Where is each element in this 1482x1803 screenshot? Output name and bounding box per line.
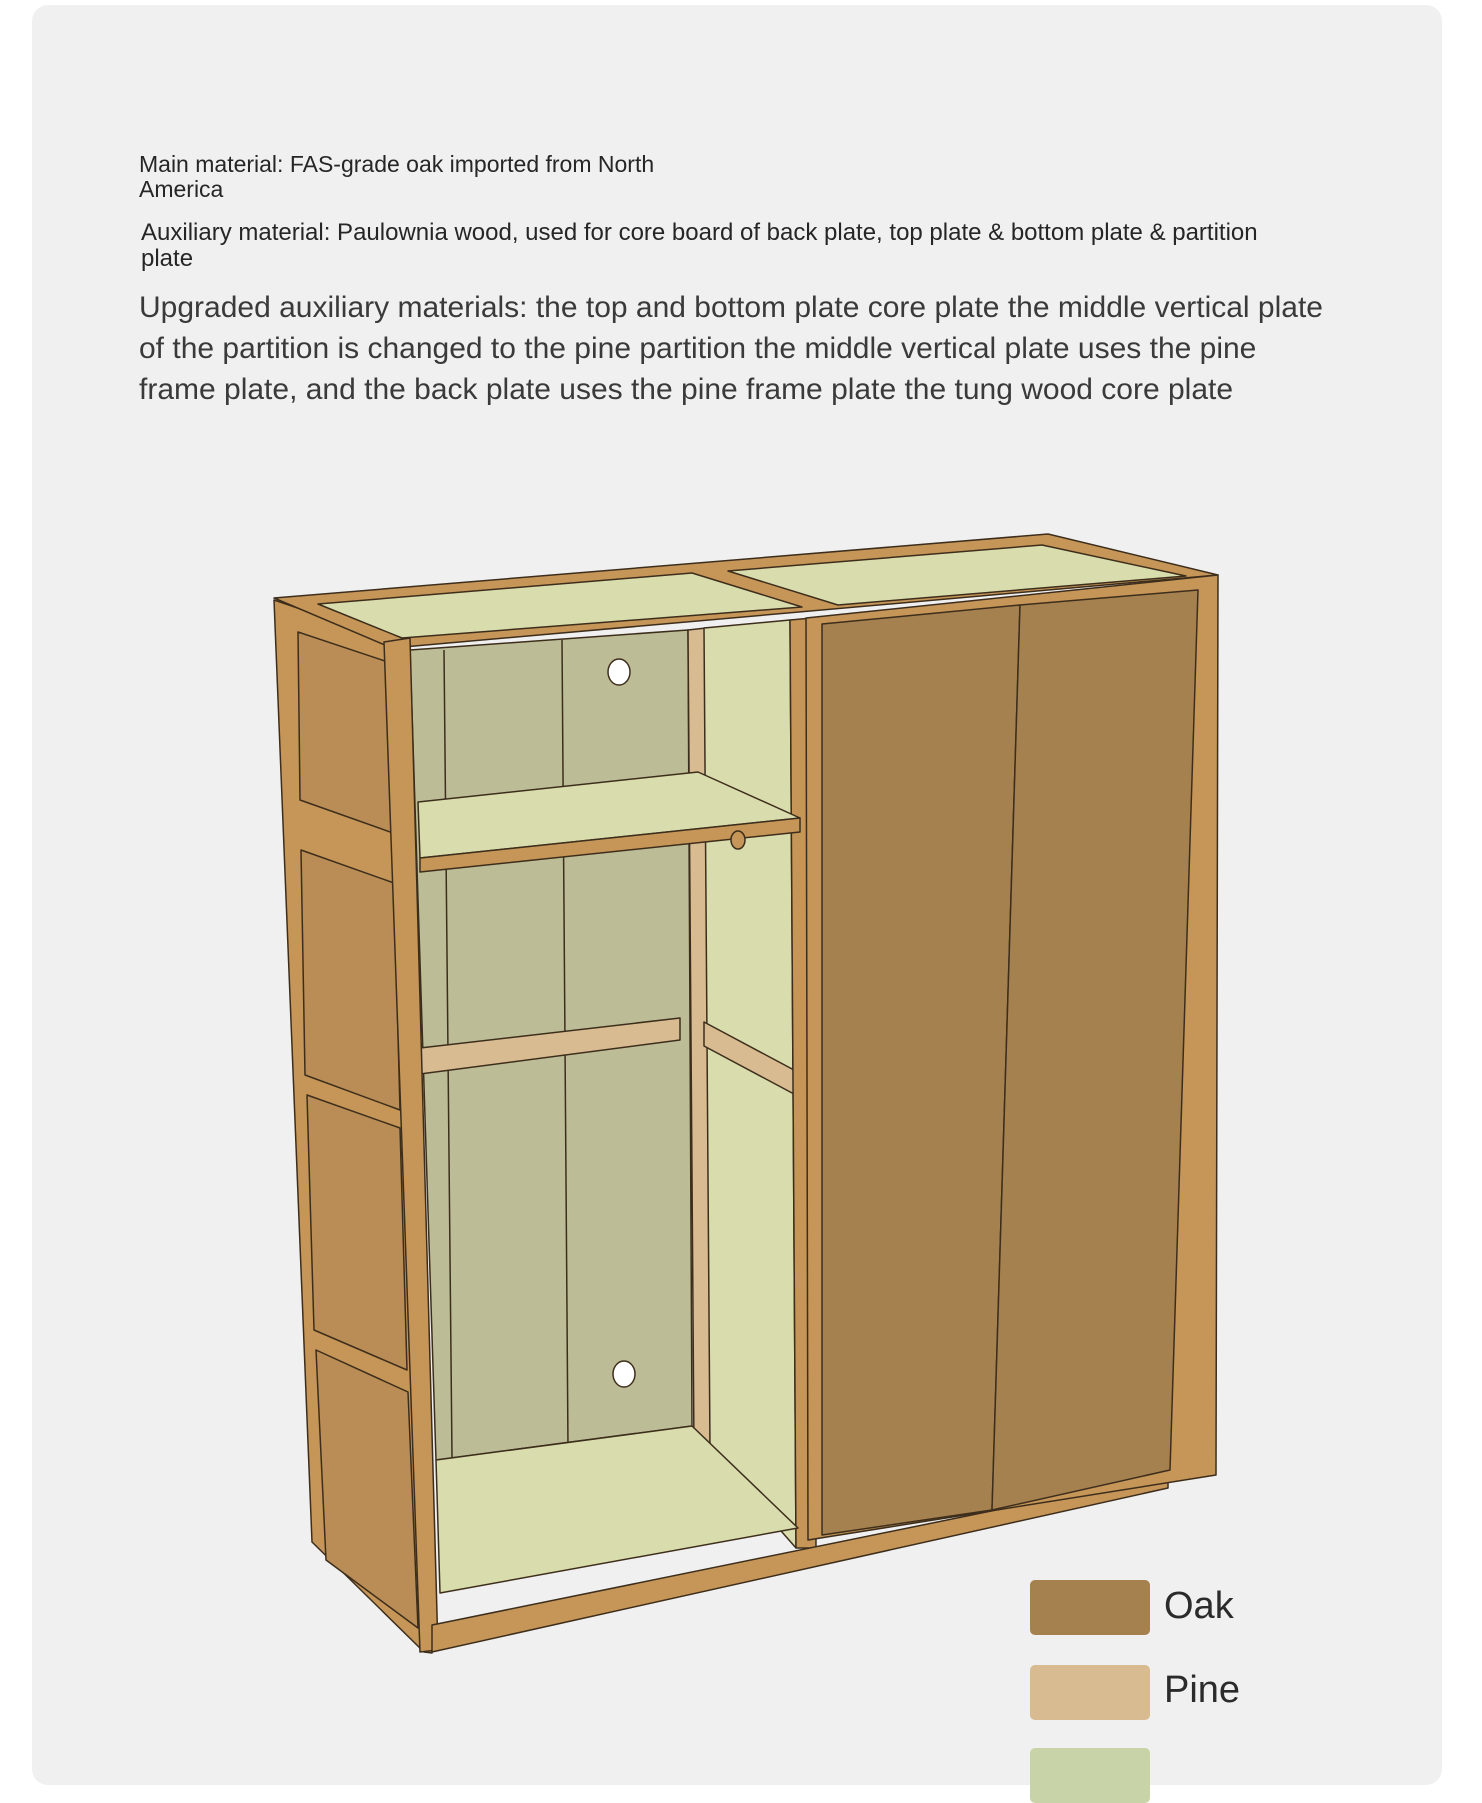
legend-label-oak: Oak	[1164, 1585, 1234, 1627]
legend-label-pine: Pine	[1164, 1669, 1241, 1711]
door-right	[992, 590, 1198, 1510]
legend-swatch-oak	[1030, 1580, 1150, 1635]
left-side-inset-4	[316, 1350, 418, 1628]
door-left	[822, 605, 1020, 1535]
shelf-pin-hole-bottom	[613, 1361, 635, 1387]
legend-swatch-paulownia	[1030, 1748, 1150, 1803]
left-side-inset-3	[307, 1095, 407, 1370]
left-side-inset-1	[298, 632, 393, 833]
upgraded-materials-text: Upgraded auxiliary materials: the top and bottom plate core plate the middle vertical plate of the partition is changed to the pine partition the middle vertical plate uses the pine frame plate, and the back plate uses the pine frame plate the tung wood core plate	[139, 291, 1323, 406]
shelf-pin-hole-top	[608, 659, 630, 685]
auxiliary-material-text: Auxiliary material: Paulownia wood, used for core board of back plate, top plate & bottom plate & partition plate	[141, 219, 1258, 272]
main-material-text: Main material: FAS-grade oak imported from North America	[139, 151, 655, 202]
hanging-rod-bracket	[731, 831, 745, 849]
legend-swatch-pine	[1030, 1665, 1150, 1720]
left-side-inset-2	[301, 850, 400, 1110]
